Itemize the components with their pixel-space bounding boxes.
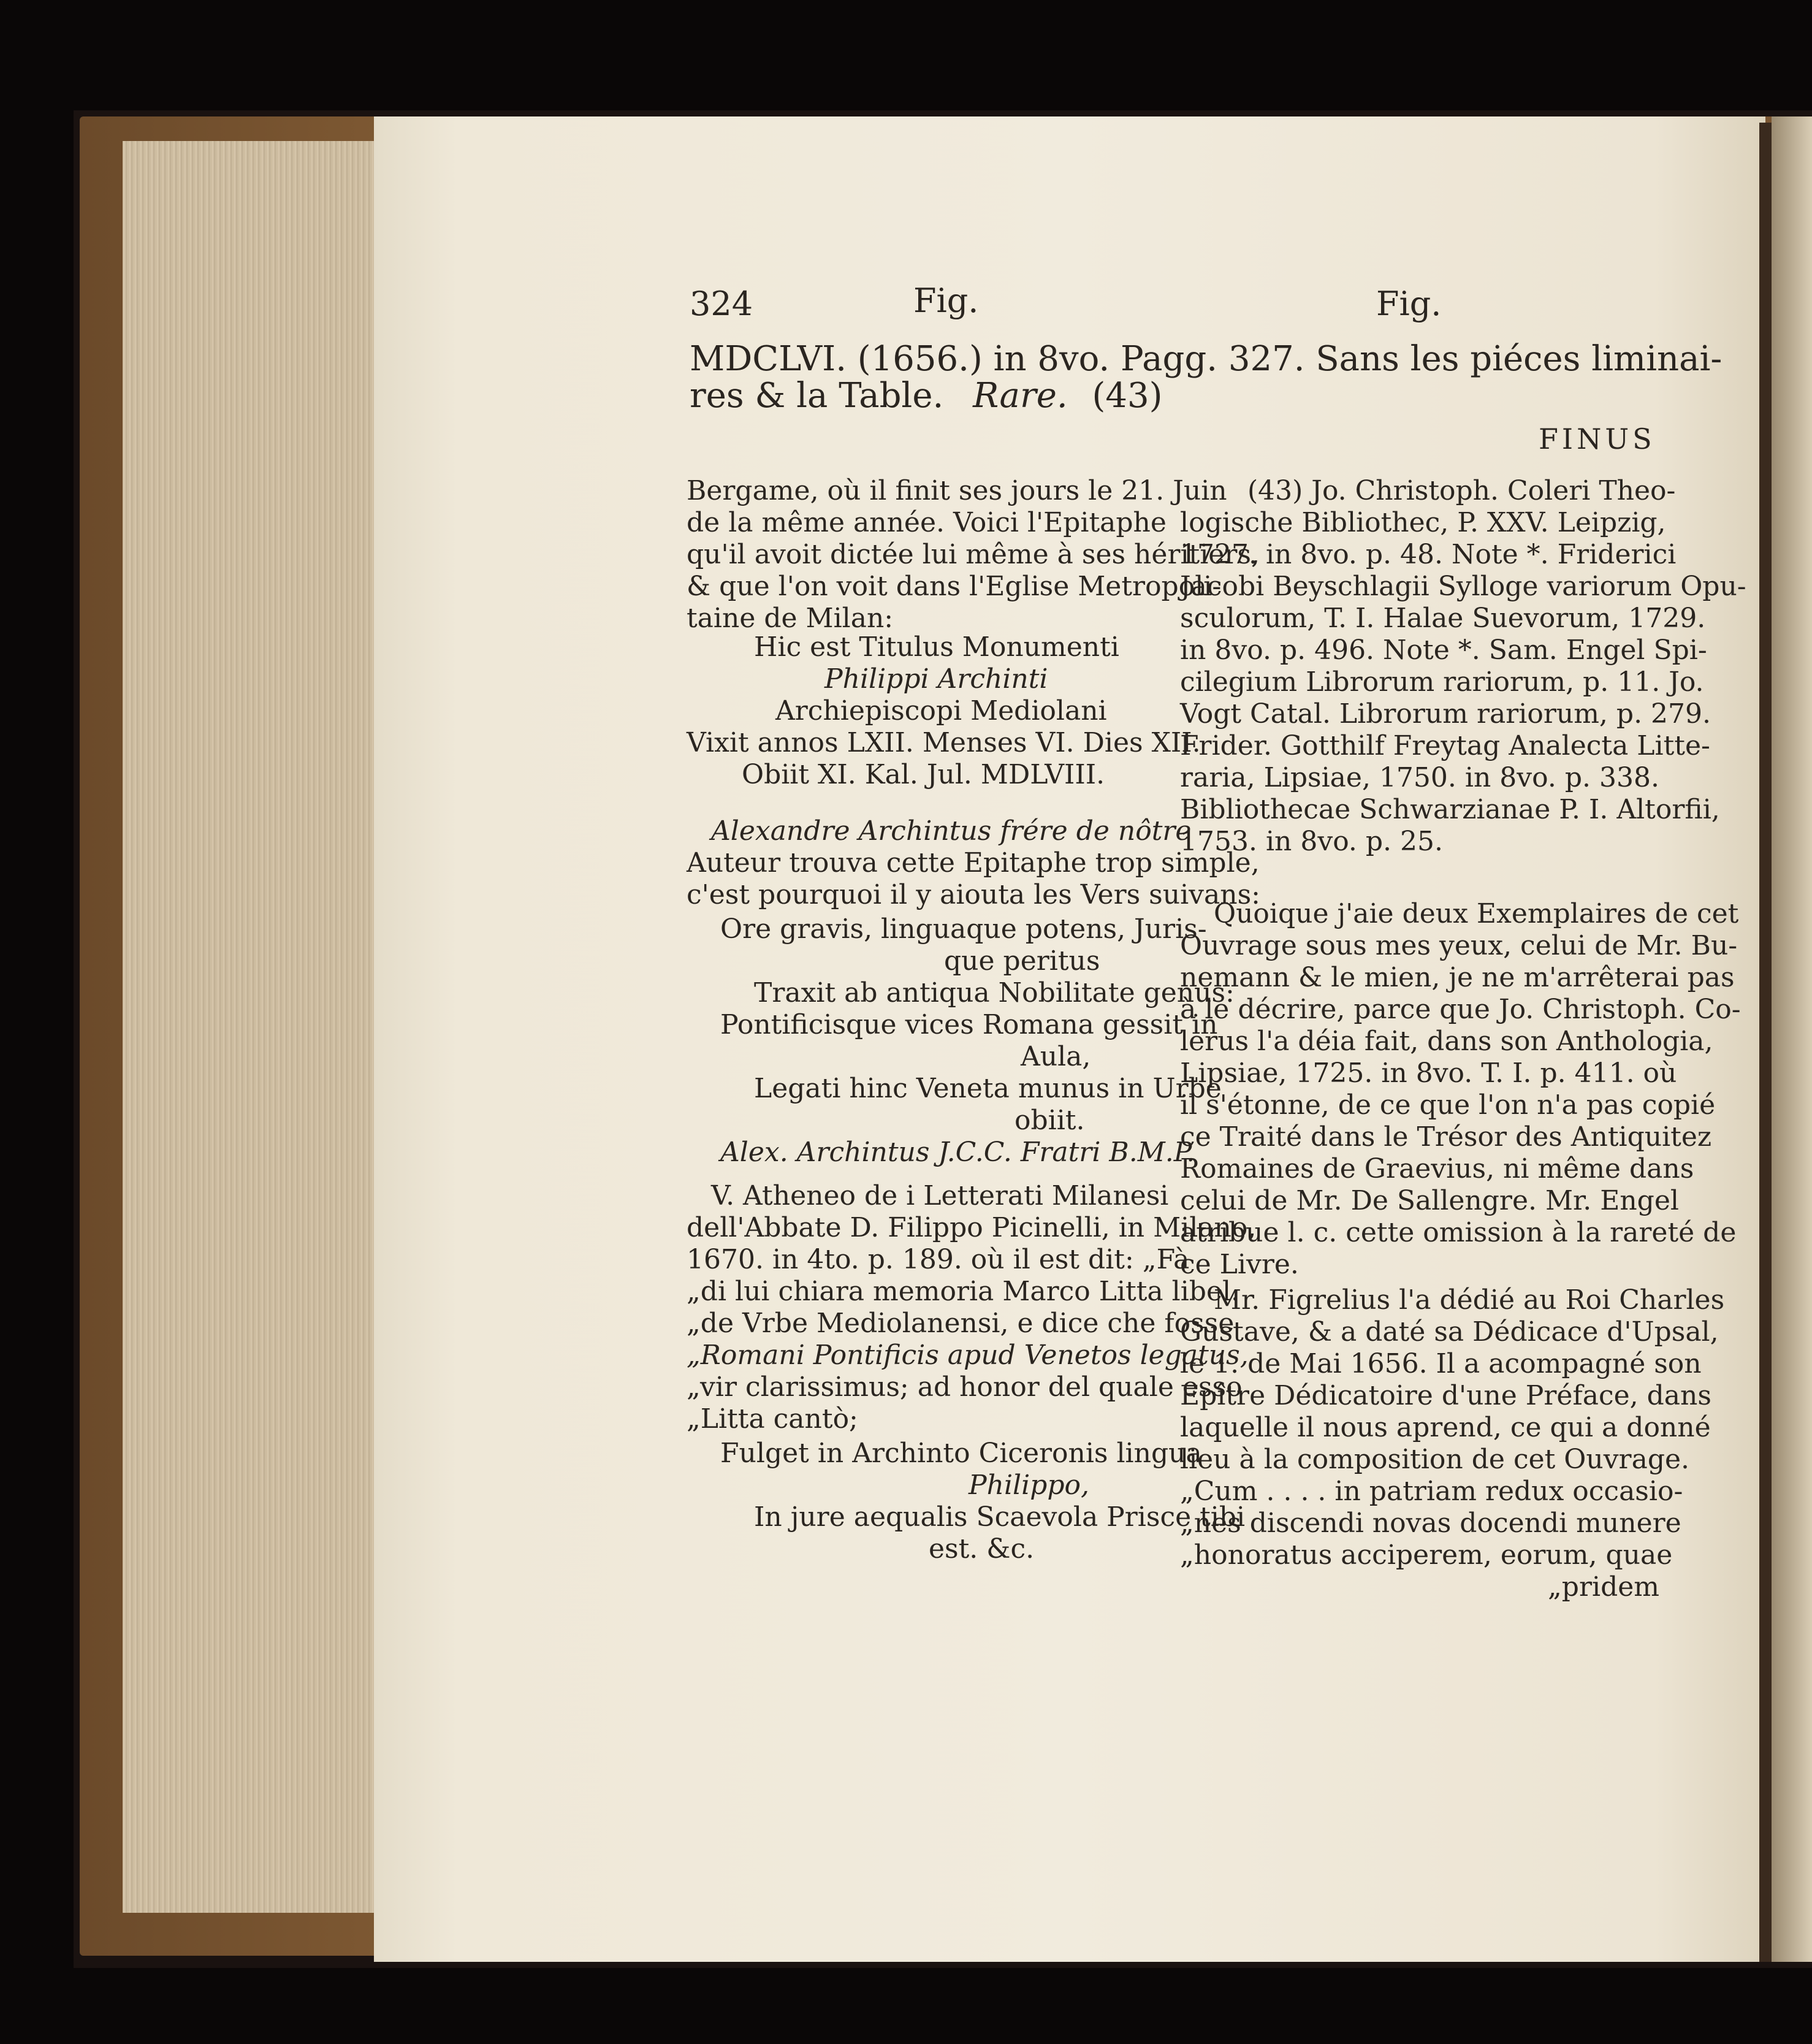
line: Frider. Gotthilf Freytag Analecta Litte- xyxy=(1180,730,1710,761)
running-head-right: Fig. xyxy=(1376,284,1442,323)
page-edges xyxy=(123,141,380,1913)
line: ce Livre. xyxy=(1180,1249,1299,1280)
line: 1727. in 8vo. p. 48. Note *. Friderici xyxy=(1180,539,1677,570)
epitaph-line: Philippi Archinti xyxy=(824,663,1048,695)
verse-line: Alex. Archintus J.C.C. Fratri B.M.P. xyxy=(720,1137,1195,1168)
line: „pridem xyxy=(1548,1571,1659,1603)
line: „vir clarissimus; ad honor del quale esso xyxy=(687,1371,1243,1403)
line: (43) Jo. Christoph. Coleri Theo- xyxy=(1247,475,1676,506)
name-alexandre: Alexandre Archintus frére de nôtre xyxy=(711,815,1192,847)
line: „Litta cantò; xyxy=(687,1403,858,1435)
line: dell'Abbate D. Filippo Picinelli, in Milano, xyxy=(687,1212,1257,1243)
facing-page-edge xyxy=(1772,116,1812,1962)
line: Auteur trouva cette Epitaphe trop simple, xyxy=(687,847,1260,879)
title-rare: Rare. xyxy=(973,376,1068,416)
line: „de Vrbe Mediolanensi, e dice che fosse xyxy=(687,1308,1235,1339)
line: Quoique j'aie deux Exemplaires de cet xyxy=(1214,898,1739,929)
line: „nes discendi novas docendi munere xyxy=(1180,1508,1681,1539)
catchword: FINUS xyxy=(1539,422,1656,456)
line: laquelle il nous aprend, ce qui a donné xyxy=(1180,1412,1711,1443)
line: Jacobi Beyschlagii Sylloge variorum Opu- xyxy=(1180,571,1746,602)
line: lieu à la composition de cet Ouvrage. xyxy=(1180,1444,1690,1475)
line: Vogt Catal. Librorum rariorum, p. 279. xyxy=(1180,698,1711,730)
line: „Cum . . . . in patriam redux occasio- xyxy=(1180,1476,1683,1507)
line: raria, Lipsiae, 1750. in 8vo. p. 338. xyxy=(1180,762,1659,793)
line: qu'il avoit dictée lui même à ses héritiers, xyxy=(687,539,1260,570)
line: lerus l'a déia fait, dans son Anthologia, xyxy=(1180,1026,1713,1057)
line: cilegium Librorum rariorum, p. 11. Jo. xyxy=(1180,666,1704,698)
line: Lipsiae, 1725. in 8vo. T. I. p. 411. où xyxy=(1180,1058,1677,1089)
verse-line: obiit. xyxy=(1014,1105,1085,1136)
line: nemann & le mien, je ne m'arrêterai pas xyxy=(1180,962,1735,993)
line: „honoratus acciperem, eorum, quae xyxy=(1180,1539,1673,1571)
line: logische Bibliothec, P. XXV. Leipzig, xyxy=(1180,507,1666,538)
line: Romaines de Graevius, ni même dans xyxy=(1180,1153,1694,1184)
verse-line: Pontificisque vices Romana gessit in xyxy=(720,1009,1218,1040)
line: Gustave, & a daté sa Dédicace d'Upsal, xyxy=(1180,1316,1719,1348)
line: Bergame, où il finit ses jours le 21. Juin xyxy=(687,475,1227,506)
verse-line: que peritus xyxy=(944,945,1100,977)
line: V. Atheneo de i Letterati Milanesi xyxy=(711,1180,1169,1211)
line: 1753. in 8vo. p. 25. xyxy=(1180,826,1443,857)
verse-line: Legati hinc Veneta munus in Urbe xyxy=(754,1073,1222,1104)
verse-line: Fulget in Archinto Ciceronis lingua xyxy=(720,1438,1202,1469)
line: à le décrire, parce que Jo. Christoph. Co- xyxy=(1180,994,1741,1025)
line: atribue l. c. cette omission à la rareté de xyxy=(1180,1217,1737,1248)
verse-line: Traxit ab antiqua Nobilitate genus: xyxy=(754,977,1235,1009)
line: Epître Dédicatoire d'une Préface, dans xyxy=(1180,1380,1711,1411)
verse-line: Aula, xyxy=(1021,1041,1091,1072)
line: le 1. de Mai 1656. Il a acompagné son xyxy=(1180,1348,1702,1379)
title-line-1: MDCLVI. (1656.) in 8vo. Pagg. 327. Sans les piéces liminai- xyxy=(690,339,1723,379)
line: taine de Milan: xyxy=(687,603,894,634)
line: „Romani Pontificis apud Venetos legatus, xyxy=(687,1340,1249,1371)
line: 1670. in 4to. p. 189. où il est dit: „Fà xyxy=(687,1244,1190,1275)
line: „di lui chiara memoria Marco Litta libel. xyxy=(687,1276,1240,1307)
line: il s'étonne, de ce que l'on n'a pas copié xyxy=(1180,1089,1716,1121)
title-line-2 xyxy=(690,376,1163,416)
verse-line: In jure aequalis Scaevola Prisce tibi xyxy=(754,1501,1246,1533)
title-line-2-text: res & la Table. xyxy=(690,376,944,416)
verse-line: Philippo, xyxy=(969,1470,1089,1501)
verse-line: Ore gravis, linguaque potens, Juris- xyxy=(720,913,1207,945)
epitaph-line: Hic est Titulus Monumenti xyxy=(754,631,1119,663)
line: Ouvrage sous mes yeux, celui de Mr. Bu- xyxy=(1180,930,1738,961)
line: sculorum, T. I. Halae Suevorum, 1729. xyxy=(1180,603,1706,634)
line: c'est pourquoi il y aiouta les Vers suivans: xyxy=(687,879,1260,910)
line: in 8vo. p. 496. Note *. Sam. Engel Spi- xyxy=(1180,635,1707,666)
epitaph-line: Vixit annos LXII. Menses VI. Dies XII. xyxy=(687,727,1201,758)
verse-line: est. &c. xyxy=(929,1533,1035,1565)
title-note: (43) xyxy=(1092,376,1163,416)
line: de la même année. Voici l'Epitaphe xyxy=(687,507,1167,538)
line xyxy=(711,815,1191,847)
epitaph-line: Archiepiscopi Mediolani xyxy=(775,695,1107,726)
running-head-center: Fig. xyxy=(913,281,979,320)
line: Bibliothecae Schwarzianae P. I. Altorfii, xyxy=(1180,794,1720,825)
page-number: 324 xyxy=(690,284,753,323)
line: ce Traité dans le Trésor des Antiquitez xyxy=(1180,1121,1712,1153)
line: Mr. Figrelius l'a dédié au Roi Charles xyxy=(1214,1284,1725,1316)
line: & que l'on voit dans l'Eglise Metropoli- xyxy=(687,571,1222,602)
line: celui de Mr. De Sallengre. Mr. Engel xyxy=(1180,1185,1679,1216)
epitaph-line: Obiit XI. Kal. Jul. MDLVIII. xyxy=(742,759,1105,790)
